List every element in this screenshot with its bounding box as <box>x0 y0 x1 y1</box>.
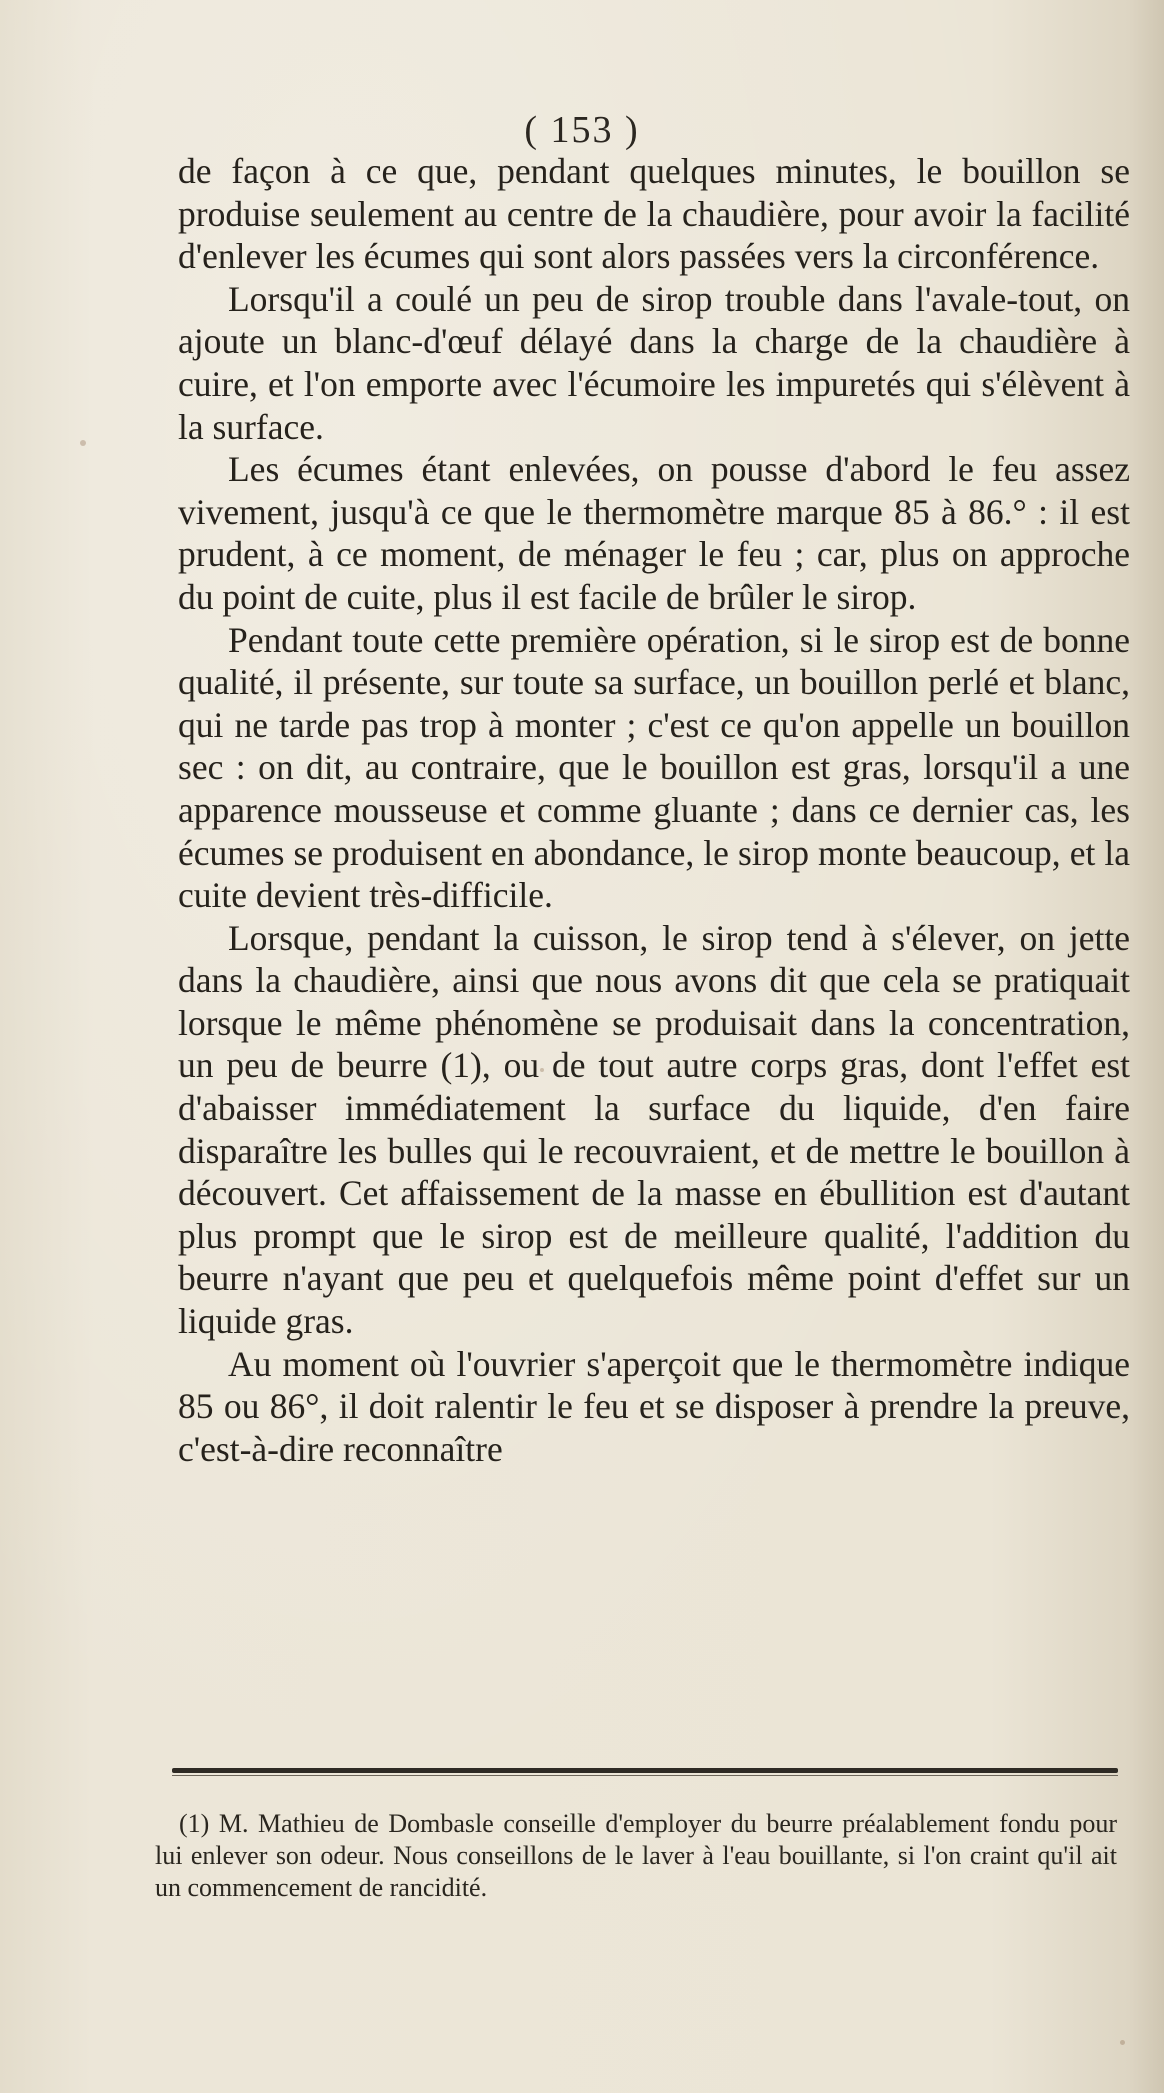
paragraph: Les écumes étant enlevées, on pousse d'abord le feu assez vivement, jusqu'à ce que le thermomètre marque 85 à 86.° : il est prudent, à ce moment, de ménager le feu ; car, plus on approche du point de cuite, plus il est facile de brûler le sirop. <box>178 449 1130 617</box>
footnote-rule-thin <box>172 1775 1118 1776</box>
footnote-rule <box>172 1768 1118 1773</box>
paragraph: Au moment où l'ouvrier s'aperçoit que le thermomètre indique 85 ou 86°, il doit ralentir le feu et se disposer à prendre la preuve, c'est-à-dire reconnaître <box>178 1343 1130 1469</box>
paragraph: Pendant toute cette première opération, si le sirop est de bonne qualité, il présente, sur toute sa surface, un bouillon perlé et blanc, qui ne tarde pas trop à monter ; c'est ce qu'on appelle un bouillon sec : on dit, au contraire, que le bouillon est gras, lorsqu'il a une apparence mousseuse et comme gluante ; dans ce dernier cas, les écumes se produisent en abondance, le sirop monte beaucoup, et la cuite devient très-difficile. <box>178 619 1130 916</box>
paragraph: de façon à ce que, pendant quelques minutes, le bouillon se produise seulement au centre de la chaudière, pour avoir la facilité d'enlever les écumes qui sont alors passées vers la circonférence. <box>178 151 1130 277</box>
paragraph: Lorsqu'il a coulé un peu de sirop trouble dans l'avale-tout, on ajoute un blanc-d'œuf délayé dans la charge de la chaudière à cuire, et l'on emporte avec l'écumoire les impuretés qui s'élèvent à la surface. <box>178 278 1130 447</box>
body-text <box>178 150 1130 1470</box>
footnote: (1) M. Mathieu de Dombasle conseille d'employer du beurre préalablement fondu pour lui enlever son odeur. Nous conseillons de le laver à l'eau bouillante, si l'on craint qu'il ait un commencement de rancidité. <box>155 1809 1117 1902</box>
paragraph: Lorsque, pendant la cuisson, le sirop tend à s'élever, on jette dans la chaudière, ainsi que nous avons dit que cela se pratiquait lorsque le même phénomène se produisait dans la concentration, un peu de beurre (1), ou de tout autre corps gras, dont l'effet est d'abaisser immédiatement la surface du liquide, d'en faire disparaître les bulles qui le recouvraient, et de mettre le bouillon à découvert. Cet affaissement de la masse en ébullition est d'autant plus prompt que le sirop est de meilleure qualité, l'addition du beurre n'ayant que peu et quelquefois même point d'effet sur un liquide gras. <box>178 917 1130 1342</box>
paper-stain <box>1120 2040 1125 2045</box>
page-number: ( 153 ) <box>524 109 640 151</box>
paper-stain <box>80 440 86 446</box>
